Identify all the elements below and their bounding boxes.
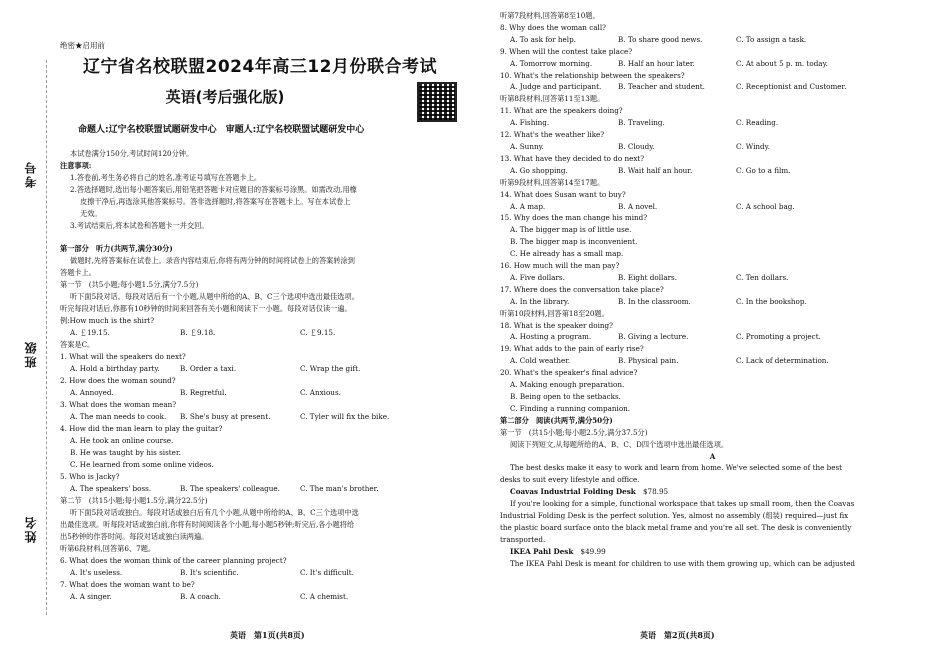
option-a: A. Tomorrow morning. xyxy=(510,58,593,68)
page-footer-left: 英语 第1页(共8页) xyxy=(230,630,305,640)
material-6: 听第6段材料,回答第6、7题。 xyxy=(60,544,156,553)
option-c: C. He already has a small map. xyxy=(510,249,624,259)
option-b: B. Giving a lecture. xyxy=(618,332,689,342)
option-b: B. Teacher and student. xyxy=(618,82,705,92)
option-b: B. He was taught by his sister. xyxy=(70,448,181,457)
option-c: C. Wrap the gift. xyxy=(300,364,361,373)
question-6: 6. What does the woman think of the career planning project? xyxy=(60,556,287,565)
exam-title: 辽宁省名校联盟2024年高三12月份联合考试 xyxy=(83,57,437,77)
left-column xyxy=(60,243,460,603)
option-c: C. To assign a task. xyxy=(736,34,807,44)
right-column xyxy=(500,10,925,570)
q14-options xyxy=(500,201,925,213)
question-3: 3. What does the woman mean? xyxy=(60,400,177,409)
notice-item: 2.答选择题时,选出每小题答案后,用铅笔把答题卡对应题目的答案标号涂黑。如需改动,用橡 xyxy=(70,185,357,194)
question-12: 12. What's the weather like? xyxy=(500,130,605,140)
option-b: B. The bigger map is inconvenient. xyxy=(510,237,638,247)
passage-label: A xyxy=(709,451,716,461)
q6-options xyxy=(60,567,460,579)
option-a: A. Hosting a program. xyxy=(510,332,592,342)
passage-paragraph: The IKEA Pahl Desk is meant for children to use with them growing up, which can be adjusted xyxy=(510,558,856,568)
cut-line xyxy=(46,60,47,615)
q1-options xyxy=(60,363,460,375)
option-b: B. Cloudy. xyxy=(618,141,655,151)
name-label: 姓名 xyxy=(24,515,38,543)
option-c: C. Windy. xyxy=(736,141,770,151)
passage-paragraph: the plastic board surface onto the black metal frame and you're all set. The desk is conveniently xyxy=(500,522,852,532)
option-a: A. Five dollars. xyxy=(510,272,565,282)
option-c: C. He learned from some online videos. xyxy=(70,460,214,469)
option-b: B. In the classroom. xyxy=(618,296,691,306)
option-a: A. Making enough preparation. xyxy=(510,380,625,390)
option-b: B. Wait half an hour. xyxy=(618,165,693,175)
option-a: A. Annoyed. xyxy=(70,388,114,397)
option-c: C. It's difficult. xyxy=(300,568,354,577)
option-a: A. ￡19.15. xyxy=(70,328,110,337)
notice-item: 无效。 xyxy=(80,209,102,218)
option-a: A. Judge and participant. xyxy=(510,82,602,92)
option-a: A. The bigger map is of little use. xyxy=(510,225,632,235)
option-c: C. In the bookshop. xyxy=(736,296,807,306)
q7-options xyxy=(60,591,460,603)
notice-item: 1.答卷前,考生务必将自己的姓名,准考证号填写在答题卡上。 xyxy=(70,173,262,182)
authors-line: 命题人:辽宁名校联盟试题研发中心 审题人:辽宁名校联盟试题研发中心 xyxy=(78,125,365,135)
section2-heading: 第二节 (共15小题;每小题1.5分,满分22.5分) xyxy=(60,496,208,505)
q3-options xyxy=(60,411,460,423)
option-b: B. Being open to the setbacks. xyxy=(510,392,621,401)
class-label: 班级 xyxy=(24,340,38,368)
q11-options xyxy=(500,117,925,129)
notice-item: 皮擦干净后,再选涂其他答案标号。答非选择题时,将答案写在答题卡上。写在本试卷上 xyxy=(80,197,351,206)
option-b: B. Half an hour later. xyxy=(618,58,695,68)
material-8: 听第8段材料,回答第11至13题。 xyxy=(500,94,605,104)
question-13: 13. What have they decided to do next? xyxy=(500,153,645,163)
q18-options xyxy=(500,331,925,343)
option-b: B. She's busy at present. xyxy=(180,412,271,421)
passage-paragraph: The best desks make it easy to work and learn from home. We've selected some of the best xyxy=(510,463,843,473)
question-16: 16. How much will the man pay? xyxy=(500,261,620,271)
q2-options xyxy=(60,387,460,399)
notice-block xyxy=(60,148,460,232)
section1-desc: 听完每段对话后,你都有10秒钟的时间来回答有关小题和阅读下一小题。每段对话仅读一遍。 xyxy=(60,304,352,313)
qr-code-icon xyxy=(417,82,457,122)
option-a: A. He took an online course. xyxy=(70,436,174,445)
option-a: A. Fishing. xyxy=(510,118,550,128)
option-b: B. Regretful. xyxy=(180,388,227,397)
option-c: C. Receptionist and Customer. xyxy=(736,82,847,92)
section2-desc: 出5秒钟的作答时间。每段对话或独白读两遍。 xyxy=(60,532,209,541)
q8-options xyxy=(500,34,925,46)
section2-desc: 听下面5段对话或独白。每段对话或独白后有几个小题,从题中所给的A、B、C三个选项中选 xyxy=(70,508,359,517)
product-name: IKEA Pahl Desk xyxy=(510,546,574,556)
option-a: A. To ask for help. xyxy=(510,34,576,44)
material-7: 听第7段材料,回答第8至10题。 xyxy=(500,11,600,20)
question-15: 15. Why does the man change his mind? xyxy=(500,213,648,223)
part1-desc: 做题时,先将答案标在试卷上。录音内容结束后,你将有两分钟的时间将试卷上的答案转涂到 xyxy=(70,256,355,265)
q12-options xyxy=(500,141,925,153)
question-11: 11. What are the speakers doing? xyxy=(500,106,623,116)
question-10: 10. What's the relationship between the speakers? xyxy=(500,70,685,80)
q9-options xyxy=(500,58,925,70)
option-a: A. The man needs to cook. xyxy=(70,412,167,421)
question-18: 18. What is the speaker doing? xyxy=(500,320,613,330)
q19-options xyxy=(500,355,925,367)
option-c: C. Finding a running companion. xyxy=(510,403,631,413)
material-9: 听第9段材料,回答第14至17题。 xyxy=(500,177,605,187)
notice-intro: 本试卷满分150分,考试时间120分钟。 xyxy=(70,149,194,158)
option-b: B. ￡9.18. xyxy=(180,328,216,337)
option-c: C. Go to a film. xyxy=(736,165,791,175)
part2-heading: 第二部分 阅读(共两节,满分50分) xyxy=(500,415,613,425)
option-c: C. Anxious. xyxy=(300,388,341,397)
option-c: C. Tyler will fix the bike. xyxy=(300,412,390,421)
option-b: B. Order a taxi. xyxy=(180,364,237,373)
part1-heading: 第一部分 听力(共两节,满分30分) xyxy=(60,244,173,253)
reading-section1-heading: 第一节 (共15小题;每小题2.5分,满分37.5分) xyxy=(500,427,648,437)
exam-number-label: 考号 xyxy=(24,160,38,188)
exam-subtitle: 英语(考后强化版) xyxy=(165,88,285,106)
question-4: 4. How did the man learn to play the guitar? xyxy=(60,424,223,433)
product-name: Coavas Industrial Folding Desk xyxy=(510,487,636,497)
option-a: A. Cold weather. xyxy=(510,356,571,366)
option-a: A. A singer. xyxy=(70,592,112,601)
option-b: B. It's scientific. xyxy=(180,568,239,577)
example-answer: 答案是C。 xyxy=(60,340,95,349)
question-9: 9. When will the contest take place? xyxy=(500,46,633,56)
passage-paragraph: Industrial Folding Desk is the perfect solution. Yes, almost no assembly (组装) required—just fix xyxy=(500,511,849,521)
example-question: 例:How much is the shirt? xyxy=(60,316,155,325)
example-options xyxy=(60,327,460,339)
option-a: A. The speakers' boss. xyxy=(70,484,152,493)
option-c: C. Lack of determination. xyxy=(736,356,829,366)
option-a: A. In the library. xyxy=(510,296,570,306)
material-10: 听第10段材料,回答第18至20题。 xyxy=(500,308,609,318)
option-a: A. A map. xyxy=(510,201,546,211)
product-price: $49.99 xyxy=(580,546,606,556)
passage-paragraph: desks to suit every lifestyle and office. xyxy=(500,475,640,485)
passage-paragraph: If you're looking for a simple, functional workspace that takes up small room, then the Coavas xyxy=(510,499,855,509)
option-a: A. Hold a birthday party. xyxy=(70,364,160,373)
question-20: 20. What's the speaker's final advice? xyxy=(500,368,638,378)
option-c: C. Promoting a project. xyxy=(736,332,821,342)
option-b: B. To share good news. xyxy=(618,34,703,44)
part1-desc: 答题卡上。 xyxy=(60,268,96,277)
option-b: B. Physical pain. xyxy=(618,356,679,366)
question-2: 2. How does the woman sound? xyxy=(60,376,176,385)
option-a: A. It's useless. xyxy=(70,568,123,577)
q5-options xyxy=(60,483,460,495)
section1-heading: 第一节 (共5小题;每小题1.5分,满分7.5分) xyxy=(60,280,199,289)
option-b: B. Eight dollars. xyxy=(618,272,678,282)
question-8: 8. Why does the woman call? xyxy=(500,22,606,32)
option-b: B. A novel. xyxy=(618,201,658,211)
option-b: B. Traveling. xyxy=(618,118,665,128)
question-17: 17. Where does the conversation take place? xyxy=(500,284,664,294)
option-c: C. The man's brother. xyxy=(300,484,379,493)
q10-options xyxy=(500,81,925,93)
q16-options xyxy=(500,272,925,284)
notice-item: 3.考试结束后,将本试卷和答题卡一并交回。 xyxy=(70,221,209,230)
option-c: C. Ten dollars. xyxy=(736,272,789,282)
question-19: 19. What adds to the pain of early rise? xyxy=(500,344,644,354)
question-1: 1. What will the speakers do next? xyxy=(60,352,186,361)
option-c: C. ￡9.15. xyxy=(300,328,336,337)
option-b: B. A coach. xyxy=(180,592,221,601)
question-5: 5. Who is Jacky? xyxy=(60,472,120,481)
section2-desc: 出最佳选项。听每段对话或独白前,你将有时间阅读各个小题,每小题5秒钟;听完后,各小题将给 xyxy=(60,520,355,529)
option-c: C. At about 5 p. m. today. xyxy=(736,58,828,68)
option-a: A. Go shopping. xyxy=(510,165,568,175)
q17-options xyxy=(500,296,925,308)
option-c: C. Reading. xyxy=(736,118,779,128)
q13-options xyxy=(500,165,925,177)
reading-section1-desc: 阅读下列短文,从每题所给的A、B、C、D四个选项中选出最佳选项。 xyxy=(510,439,729,449)
question-7: 7. What does the woman want to be? xyxy=(60,580,195,589)
option-b: B. The speakers' colleague. xyxy=(180,484,280,493)
option-c: C. A school bag. xyxy=(736,201,795,211)
option-a: A. Sunny. xyxy=(510,141,544,151)
page-footer-right: 英语 第2页(共8页) xyxy=(640,630,715,640)
section1-desc: 听下面5段对话。每段对话后有一个小题,从题中所给的A、B、C三个选项中选出最佳选项。 xyxy=(70,292,359,301)
question-14: 14. What does Susan want to buy? xyxy=(500,189,626,199)
confidential-mark: 绝密★启用前 xyxy=(60,41,105,50)
binding-margin xyxy=(0,0,52,655)
product-price: $78.95 xyxy=(642,487,669,497)
option-c: C. A chemist. xyxy=(300,592,349,601)
notice-heading: 注意事项: xyxy=(60,161,92,170)
passage-paragraph: transported. xyxy=(500,534,546,544)
